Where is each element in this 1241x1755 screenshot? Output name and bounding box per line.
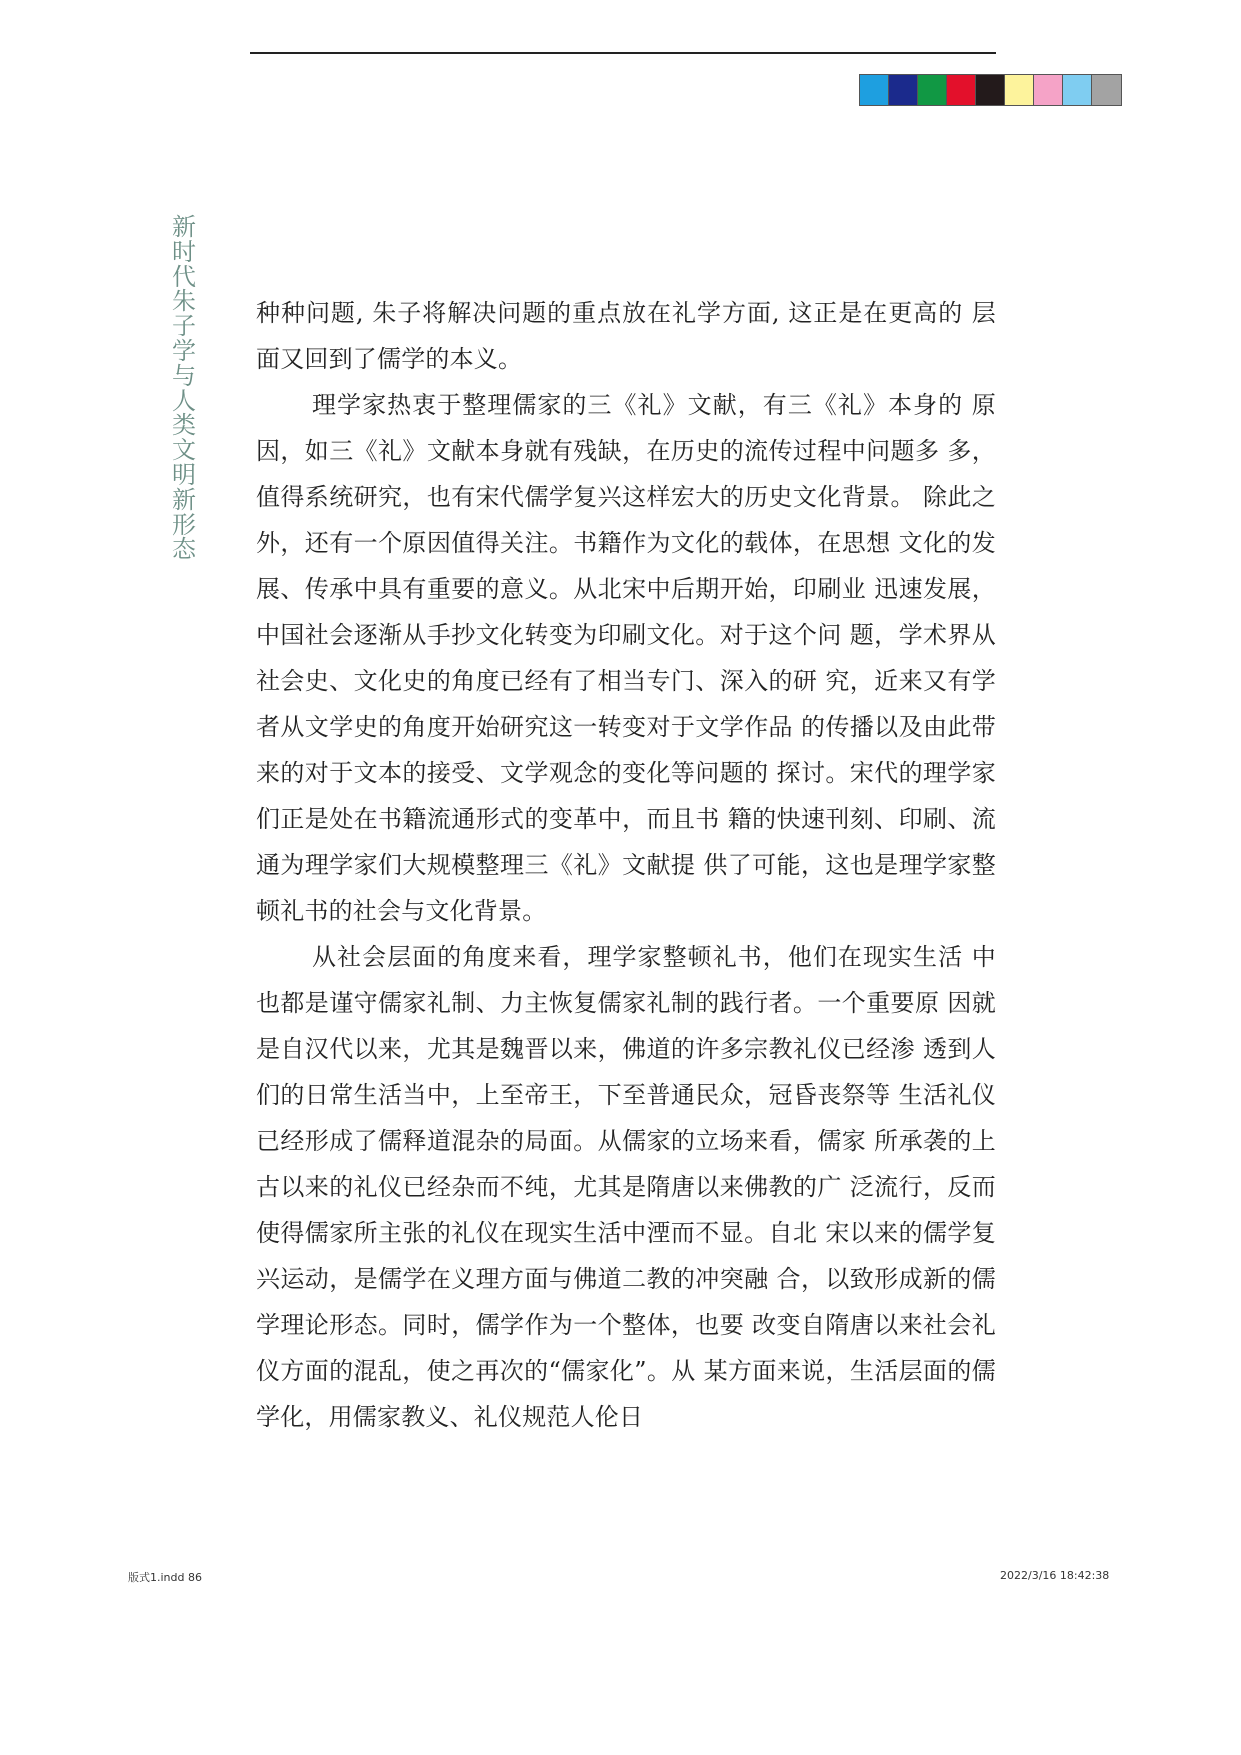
body-text [256,290,996,1440]
color-swatch-black [976,75,1005,105]
paragraph-2: 理学家热衷于整理儒家的三《礼》文献，有三《礼》本身的 原因，如三《礼》文献本身就有残缺，在历史的流传过程中问题多 多，值得系统研究，也有宋代儒学复兴这样宏大的历史文化背景。 除此之外，还有一个原因值得关注。书籍作为文化的载体，在思想 文化的发展、传承中具有重要的意义。从北宋中后期开始，印刷业 迅速发展，中国社会逐渐从手抄文化转变为印刷文化。对于这个问 题，学术界从社会史、文化史的角度已经有了相当专门、深入的研 究，近来又有学者从文学史的角度开始研究这一转变对于文学作品 的传播以及由此带来的对于文本的接受、文学观念的变化等问题的 探讨。宋代的理学家们正是处在书籍流通形式的变革中，而且书 籍的快速刊刻、印刷、流通为理学家们大规模整理三《礼》文献提 供了可能，这也是理学家整顿礼书的社会与文化背景。 [256,391,996,925]
vertical-running-title: 新时代朱子学与人类文明新形态 [172,213,196,564]
color-calibration-bar [859,74,1122,106]
color-swatch-light-blue [1063,75,1092,105]
color-swatch-pink [1034,75,1063,105]
color-swatch-yellow [1005,75,1034,105]
footer-timestamp: 2022/3/16 18:42:38 [1000,1569,1110,1582]
color-swatch-red [947,75,976,105]
color-swatch-cyan [860,75,889,105]
paragraph-1: 种种问题, 朱子将解决问题的重点放在礼学方面, 这正是在更高的 层面又回到了儒学的本义。 [256,299,996,373]
color-swatch-green [918,75,947,105]
paragraph-3: 从社会层面的角度来看，理学家整顿礼书，他们在现实生活 中也都是谨守儒家礼制、力主恢复儒家礼制的践行者。一个重要原 因就是自汉代以来，尤其是魏晋以来，佛道的许多宗教礼仪已经渗 透到人们的日常生活当中，上至帝王，下至普通民众，冠昏丧祭等 生活礼仪已经形成了儒释道混杂的局面。从儒家的立场来看，儒家 所承袭的上古以来的礼仪已经杂而不纯，尤其是隋唐以来佛教的广 泛流行，反而使得儒家所主张的礼仪在现实生活中湮而不显。自北 宋以来的儒学复兴运动，是儒学在义理方面与佛道二教的冲突融 合，以致形成新的儒学理论形态。同时，儒学作为一个整体，也要 改变自隋唐以来社会礼仪方面的混乱，使之再次的“儒家化”。从 某方面来说，生活层面的儒学化，用儒家教义、礼仪规范人伦日 [256,943,996,1431]
color-swatch-gray [1092,75,1121,105]
color-swatch-blue [889,75,918,105]
top-rule [250,52,996,54]
footer-file-info: 版式1.indd 86 [128,1571,202,1584]
